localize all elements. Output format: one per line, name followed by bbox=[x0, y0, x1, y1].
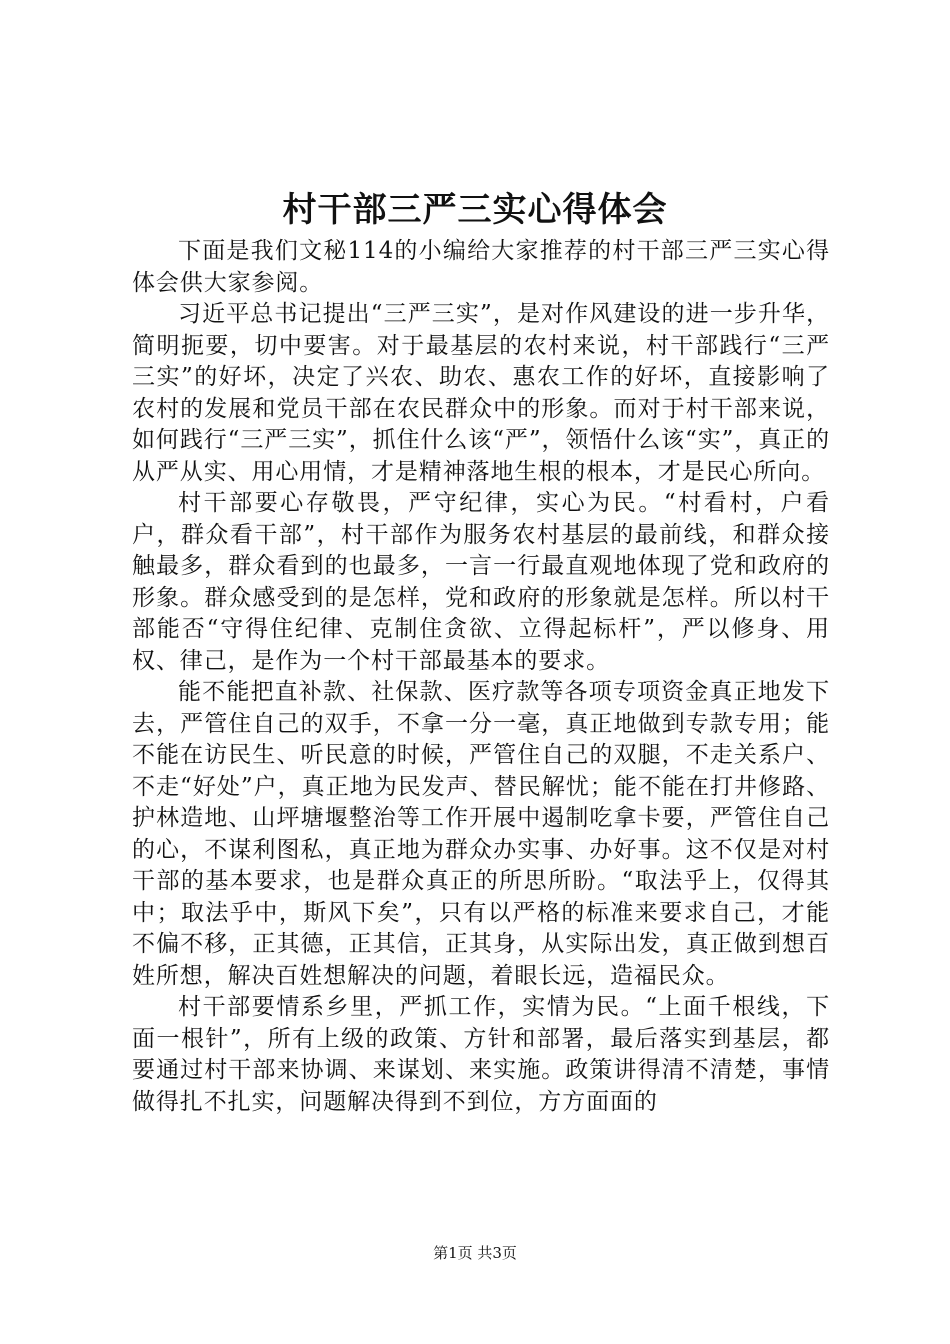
document-body bbox=[132, 236, 830, 1118]
paragraph-funds: 能不能把直补款、社保款、医疗款等各项专项资金真正地发下去，严管住自己的双手，不拿一分一毫，真正地做到专款专用；能不能在访民生、听民意的时候，严管住自己的双腿，不走关系户、不走“好处”户，真正地为民发声、替民解忧；能不能在打井修路、护林造地、山坪塘堰整治等工作开展中遏制吃拿卡要，严管住自己的心，不谋利图私，真正地为群众办实事、办好事。这不仅是对村干部的基本要求，也是群众真正的所思所盼。“取法乎上，仅得其中；取法乎中，斯风下矣”，只有以严格的标准来要求自己，才能不偏不移，正其德，正其信，正其身，从实际出发，真正做到想百姓所想，解决百姓想解决的问题，着眼长远，造福民众。 bbox=[132, 679, 830, 989]
paragraph-intro: 下面是我们文秘114的小编给大家推荐的村干部三严三实心得体会供大家参阅。 bbox=[132, 238, 830, 296]
paragraph-work: 村干部要情系乡里，严抓工作，实情为民。“上面千根线，下面一根针”，所有上级的政策、方针和部署，最后落实到基层，都要通过村干部来协调、来谋划、来实施。政策讲得清不清楚，事情做得扎不扎实，问题解决得到不到位，方方面面的 bbox=[132, 994, 830, 1115]
paragraph-three-stricts: 习近平总书记提出“三严三实”，是对作风建设的进一步升华，简明扼要，切中要害。对于最基层的农村来说，村干部践行“三严三实”的好坏，决定了兴农、助农、惠农工作的好坏，直接影响了农村的发展和党员干部在农民群众中的形象。而对于村干部来说，如何践行“三严三实”，抓住什么该“严”，领悟什么该“实”，真正的从严从实、用心用情，才是精神落地生根的根本，才是民心所向。 bbox=[132, 301, 830, 485]
paragraph-discipline: 村干部要心存敬畏，严守纪律，实心为民。“村看村，户看户，群众看干部”，村干部作为服务农村基层的最前线，和群众接触最多，群众看到的也最多，一言一行最直观地体现了党和政府的形象。群众感受到的是怎样，党和政府的形象就是怎样。所以村干部能否“守得住纪律、克制住贪欲、立得起标杆”，严以修身、用权、律己，是作为一个村干部最基本的要求。 bbox=[132, 490, 830, 674]
page-number: 第1页 共3页 bbox=[433, 1244, 517, 1262]
document-title: 村干部三严三实心得体会 bbox=[282, 190, 668, 230]
